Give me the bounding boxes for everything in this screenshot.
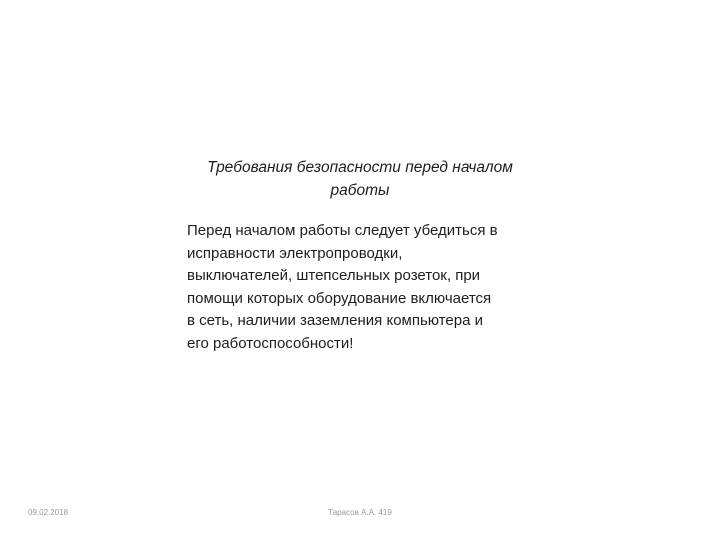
slide-body-text xyxy=(187,220,539,356)
body-line: его работоспособности! xyxy=(187,334,354,352)
slide-title xyxy=(180,156,540,202)
body-line: выключателей, штепсельных розеток, при xyxy=(187,267,481,285)
footer-author: Тарасов А.А. 419 xyxy=(328,508,392,517)
body-line: в сеть, наличии заземления компьютера и xyxy=(187,312,483,330)
body-line: Перед началом работы следует убедиться в xyxy=(187,222,498,239)
slide-title-line-2: работы xyxy=(330,182,390,199)
slide-title-line-1: Требования безопасности перед началом xyxy=(207,159,513,176)
body-line: исправности электропроводки, xyxy=(187,244,403,262)
body-line: помощи которых оборудование включается xyxy=(187,289,492,307)
footer-date: 09.02.2018 xyxy=(28,508,69,517)
